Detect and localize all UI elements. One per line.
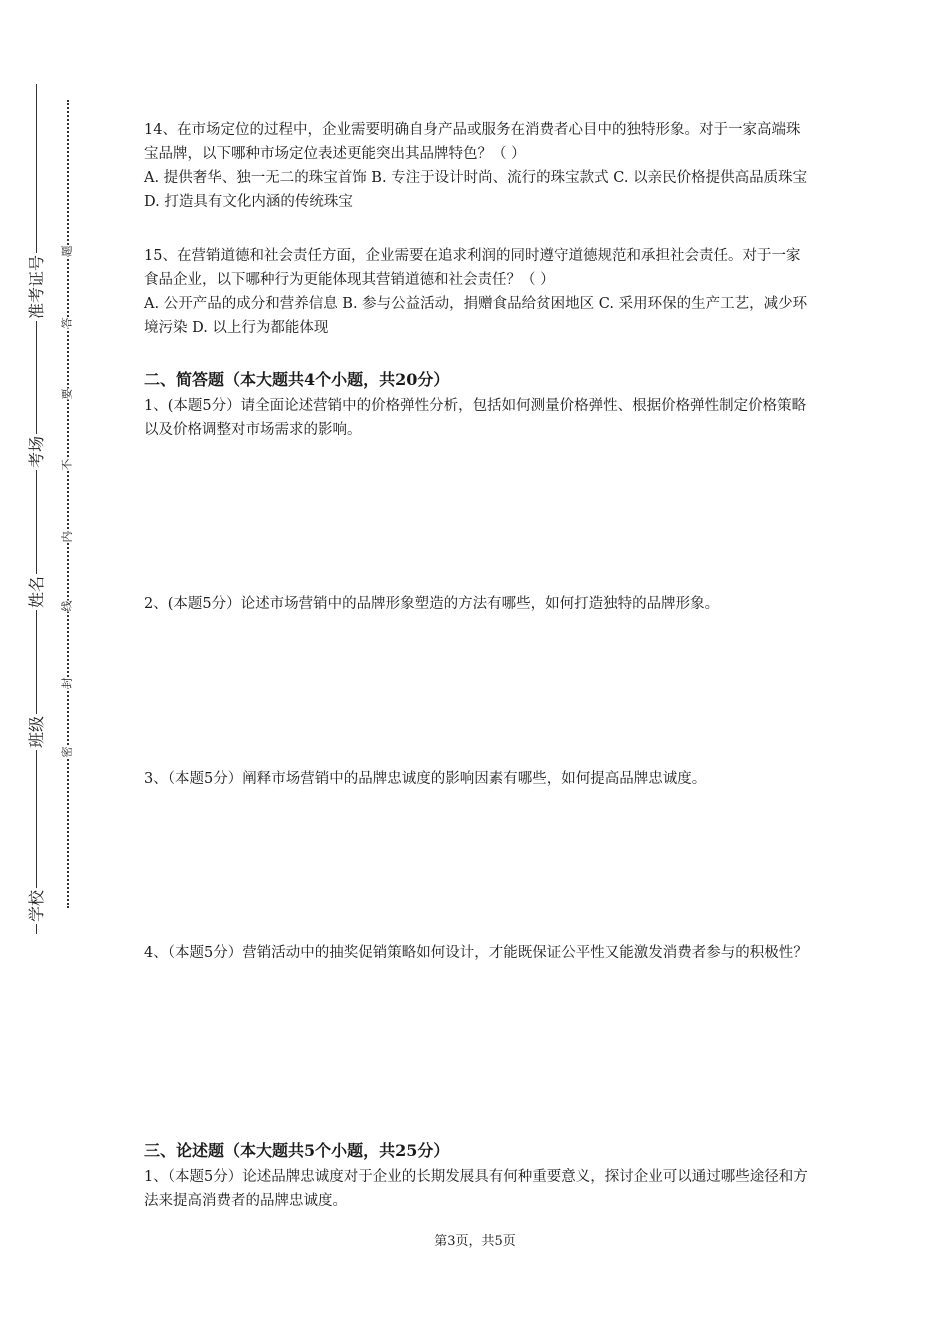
short-answer-4: 4、（本题5分）营销活动中的抽奖促销策略如何设计，才能既保证公平性又能激发消费者参与的积极性？ — [144, 945, 808, 961]
section-3-heading: 三、论述题（本大题共5个小题，共25分） — [144, 1141, 450, 1160]
question-stem: 14、在市场定位的过程中，企业需要明确自身产品或服务在消费者心目中的独特形象。对于一家高端珠宝品牌，以下哪种市场定位表述更能突出其品牌特色？（ ） — [144, 122, 801, 162]
short-answer-1: 1、(本题5分）请全面论述营销中的价格弹性分析，包括如何测量价格弹性、根据价格弹性制定价格策略以及价格调整对市场需求的影响。 — [144, 398, 807, 438]
question-14 — [144, 118, 810, 214]
question-15 — [144, 244, 810, 340]
binding-margin: 学校 班级 姓名 考场 准考证号 密 封 线 内 不 要 答 题 — [0, 0, 110, 1344]
page-number: 第3页，共5页 — [434, 1234, 516, 1249]
short-answer-2: 2、(本题5分）论述市场营销中的品牌形象塑造的方法有哪些，如何打造独特的品牌形象。 — [144, 596, 720, 612]
seal-dotted-line — [67, 100, 69, 908]
question-options: A. 公开产品的成分和营养信息 B. 参与公益活动，捐赠食品给贫困地区 C. 采用环保的生产工艺，减少环境污染 D. 以上行为都能体现 — [144, 296, 808, 336]
fill-in-line — [36, 84, 37, 934]
section-2-heading: 二、简答题（本大题共4个小题，共20分） — [144, 370, 450, 389]
essay-1: 1、（本题5分）论述品牌忠诚度对于企业的长期发展具有何种重要意义，探讨企业可以通过哪些途径和方法来提高消费者的品牌忠诚度。 — [144, 1169, 808, 1209]
question-options: A. 提供奢华、独一无二的珠宝首饰 B. 专注于设计时尚、流行的珠宝款式 C. 以亲民价格提供高品质珠宝 D. 打造具有文化内涵的传统珠宝 — [144, 170, 808, 210]
short-answer-3: 3、（本题5分）阐释市场营销中的品牌忠诚度的影响因素有哪些，如何提高品牌忠诚度。 — [144, 771, 707, 787]
question-stem: 15、在营销道德和社会责任方面，企业需要在追求利润的同时遵守道德规范和承担社会责任。对于一家食品企业，以下哪种行为更能体现其营销道德和社会责任？（ ） — [144, 248, 801, 288]
